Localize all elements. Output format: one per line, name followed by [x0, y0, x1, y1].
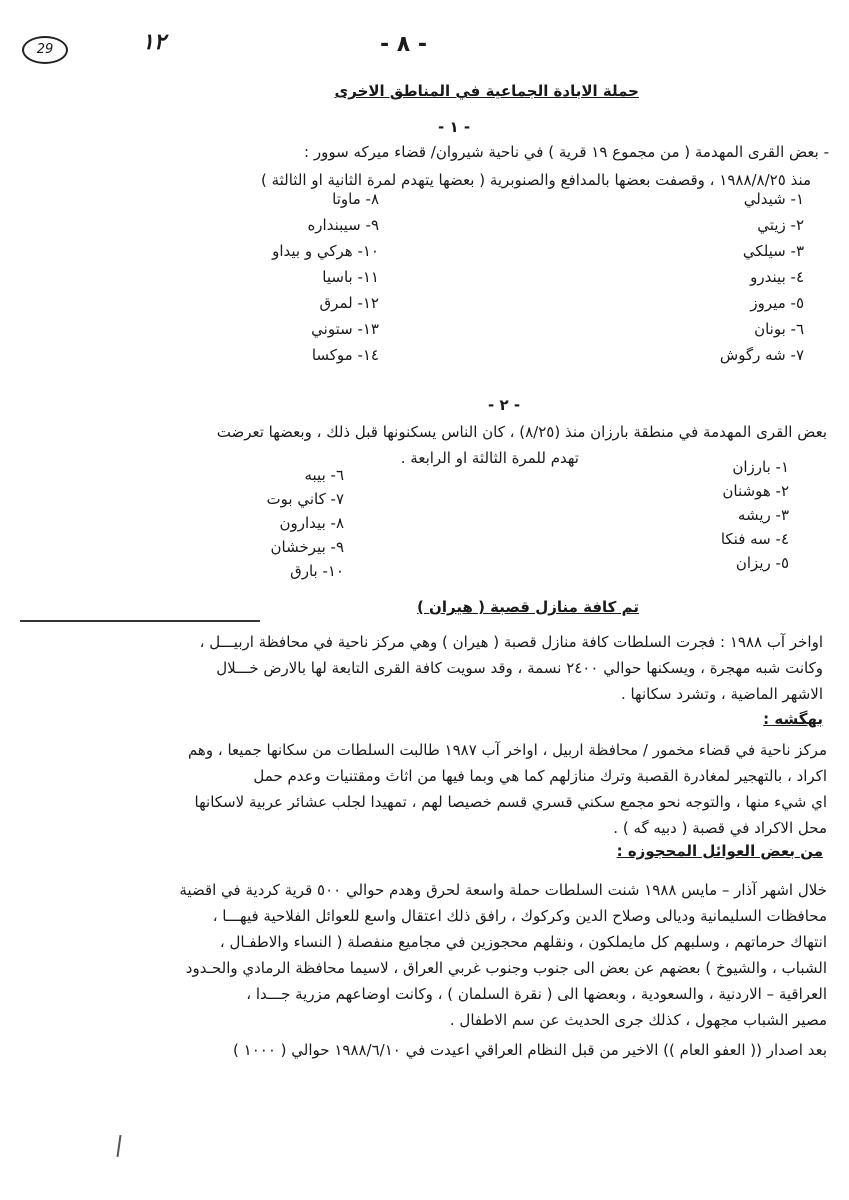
list-item: ٤- بيندرو: [750, 268, 804, 286]
stamp-mark: 29: [22, 36, 68, 64]
list-item: ٨- بيدارون: [279, 514, 344, 532]
section-2-marker: - ٢ -: [488, 396, 521, 414]
section-3-line-2: وكانت شبه مهجرة ، ويسكنها حوالي ٢٤٠٠ نسمة ، وقد سويت كافة القرى التابعة لها بالارض خـــلال: [216, 659, 823, 677]
list-item: ١١- باسيا: [322, 268, 379, 286]
section-5-line-2: محافظات السليمانية وديالى وصلاح الدين وكركوك ، رافق ذلك اعتقال واسع للعوائل الفلاحية فيهـــا ،: [212, 907, 827, 925]
section-1-marker: - ١ -: [438, 118, 471, 136]
section-4-line-1: مركز ناحية في قضاء مخمور / محافظة اربيل ، اواخر آب ١٩٨٧ طالبت السلطات من سكانها جميعا ، وهم: [187, 741, 827, 759]
section-5-line-5: العراقية – الاردنية ، والسعودية ، وبعضها الى ( نقرة السلمان ) ، وكانت اوضاعهم مزرية جـــدا ،: [246, 985, 827, 1003]
section-1-right-list: [644, 190, 804, 372]
list-item: ٢- هوشنان: [722, 482, 789, 500]
list-item: ٧- شه رگوش: [719, 346, 804, 364]
section-2-left-list: [164, 466, 344, 586]
document-title: حملة الابادة الجماعية في المناطق الاخرى: [334, 82, 639, 100]
list-item: ٢- زيتي: [757, 216, 804, 234]
list-item: ٩- بيرخشان: [270, 538, 344, 556]
list-item: ١٠- بارق: [290, 562, 344, 580]
list-item: ١٠- هركي و بيداو: [272, 242, 379, 260]
list-item: ١- بارزان: [732, 458, 789, 476]
section-5-heading: من بعض العوائل المحجوزه :: [616, 842, 823, 860]
section-1-intro-line-1: - بعض القرى المهدمة ( من مجموع ١٩ قرية ) في ناحية شيروان/ قضاء ميركه سوور :: [304, 143, 829, 161]
list-item: ٥- ميروز: [750, 294, 804, 312]
section-5-line-6: مصير الشباب مجهول ، كذلك جرى الحديث عن سم الاطفال .: [449, 1011, 827, 1029]
section-1-intro-line-2: منذ ١٩٨٨/٨/٢٥ ، وقصفت بعضها بالمدافع والصنوبرية ( بعضها يتهدم لمرة الثانية او الثالثة ): [260, 171, 811, 189]
list-item: ١٢- لمرق: [319, 294, 379, 312]
section-3-rule: [20, 620, 260, 622]
list-item: ٤- سه فنكا: [720, 530, 789, 548]
list-item: ٦- بونان: [754, 320, 804, 338]
section-4-line-2: اكراد ، بالتهجير لمغادرة القصبة وترك منازلهم كما هي وبما فيها من اثاث ومقتنيات وعدم حمل: [253, 767, 827, 785]
section-5-line-4: الشباب ، والشيوخ ) بعضهم عن بعض الى جنوب وجنوب غربي العراق ، لاسيما محافظة الرمادي والحـدود: [185, 959, 827, 977]
section-4-line-4: محل الاكراد في قصبة ( دبيه گه ) .: [613, 819, 827, 837]
list-item: ١٤- موكسا: [311, 346, 379, 364]
pencil-mark: [116, 1135, 121, 1157]
section-2-intro-line-2: تهدم للمرة الثالثة او الرابعة .: [400, 449, 579, 467]
list-item: ٣- سيلكي: [742, 242, 804, 260]
section-5-line-1: خلال اشهر آذار – مايس ١٩٨٨ شنت السلطات حملة واسعة لحرق وهدم حوالي ٥٠٠ قرية كردية في اقضية: [179, 881, 827, 899]
section-4-heading: بهگشه :: [763, 710, 823, 728]
section-4-line-3: اي شيء منها ، والتوجه نحو مجمع سكني قسري قسم خصيصا لهم ، تمهيدا لجلب عشائر عربية لاسكانها: [194, 793, 827, 811]
section-3-line-1: اواخر آب ١٩٨٨ : فجرت السلطات كافة منازل قصبة ( هيران ) وهي مركز ناحية في محافظة اربيـــل ،: [199, 633, 823, 651]
list-item: ١٣- ستوني: [311, 320, 379, 338]
section-5-line-7: بعد اصدار (( العفو العام )) الاخير من قبل النظام العراقي اعيدت في ١٩٨٨/٦/١٠ حوالي ( ١٠٠٠ ): [233, 1041, 827, 1059]
section-2-right-list: [629, 458, 789, 578]
section-3-line-3: الاشهر الماضية ، وتشرد سكانها .: [620, 685, 823, 703]
page-number: - ٨ -: [380, 32, 428, 57]
section-3-heading: تم كافة منازل قصبة ( هيران ): [416, 598, 639, 616]
section-2-intro-line-1: بعض القرى المهدمة في منطقة بارزان منذ (٨/٢٥) ، كان الناس يسكنونها قبل ذلك ، وبعضها تعرضت: [216, 423, 827, 441]
list-item: ٩- سيبنداره: [307, 216, 379, 234]
list-item: ١- شيدلي: [743, 190, 804, 208]
list-item: ٥- ريزان: [735, 554, 789, 572]
handwritten-number: ١٢: [142, 30, 166, 55]
section-1-left-list: [199, 190, 379, 372]
list-item: ٦- بيبه: [304, 466, 344, 484]
list-item: ٨- ماوتا: [332, 190, 379, 208]
list-item: ٧- كاني بوت: [266, 490, 344, 508]
section-5-line-3: انتهاك حرماتهم ، وسلبهم كل مايملكون ، ونقلهم محجوزين في مجاميع منفصلة ( النساء والاطفـال ،: [219, 933, 827, 951]
list-item: ٣- ريشه: [737, 506, 789, 524]
